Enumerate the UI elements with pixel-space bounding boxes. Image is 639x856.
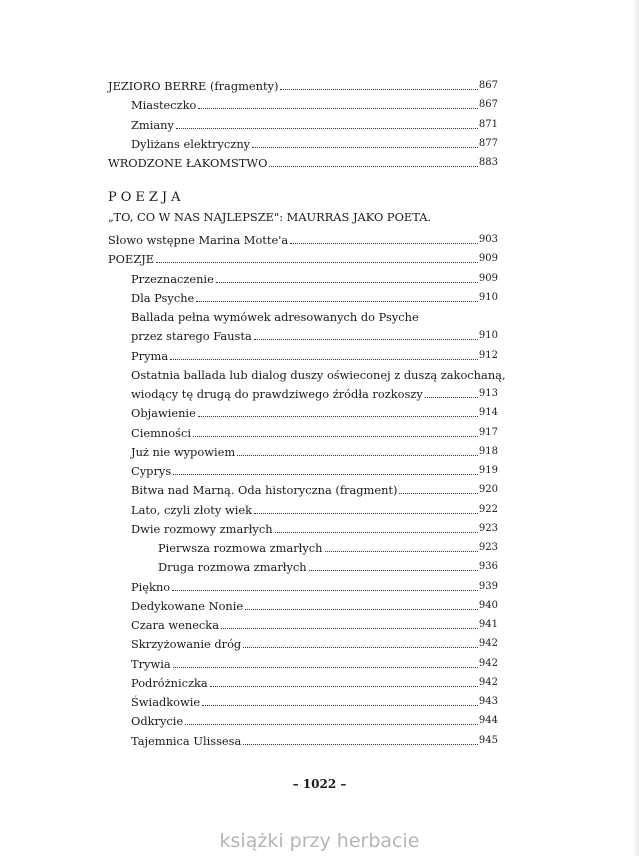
toc-entry-title: Odkrycie: [131, 714, 184, 729]
section-subtitle: „TO, CO W NAS NAJLEPSZE": MAURRAS JAKO POETA.: [108, 210, 432, 224]
toc-entry-title: WRODZONE ŁAKOMSTWO: [108, 156, 268, 171]
toc-entry-title: Trywia: [131, 656, 171, 671]
toc-entry-page: 883: [478, 157, 498, 169]
toc-entry: [131, 267, 498, 286]
dot-leader: [243, 647, 478, 648]
toc-entry-page: 903: [478, 234, 498, 245]
dot-leader: [325, 551, 478, 552]
toc-entry-page: 942: [478, 676, 498, 688]
toc-entry-page: 871: [478, 118, 498, 130]
toc-entry-title: Pryma: [131, 348, 169, 363]
dot-leader: [221, 628, 478, 629]
toc-entry: [131, 401, 498, 420]
dot-leader: [172, 590, 478, 591]
toc-entry-page: 940: [478, 599, 498, 611]
dot-leader: [193, 436, 478, 437]
toc-entry: [131, 421, 498, 440]
toc-entry-title: Podróżniczka: [131, 675, 208, 690]
toc-entry-page: 867: [478, 99, 498, 111]
toc-entry-page: 912: [478, 349, 498, 361]
toc-entry: [131, 613, 498, 632]
toc-entry-title: Lato, czyli złoty wiek: [131, 502, 252, 517]
toc-entry-page: 910: [478, 291, 498, 303]
toc-entry-title: Zmiany: [131, 117, 174, 132]
dot-leader: [245, 609, 478, 610]
toc-entry: [131, 113, 498, 132]
toc-entry: [131, 517, 498, 536]
toc-entry-page: 909: [478, 253, 498, 265]
toc-entry-page: 942: [478, 638, 498, 650]
dot-leader: [275, 532, 478, 533]
dot-leader: [243, 744, 478, 745]
toc-entry: [131, 324, 498, 343]
toc-entry: [131, 478, 498, 497]
toc-entry-page: 877: [478, 137, 498, 149]
toc-entry-page: 867: [478, 80, 498, 91]
toc-entry-page: 942: [478, 657, 498, 669]
dot-leader: [216, 282, 478, 283]
toc-entry-page: 939: [478, 580, 498, 592]
toc-entry-page: 941: [478, 619, 498, 630]
toc-entry-title: Dyliżans elektryczny: [131, 136, 251, 151]
toc-entry-title: Miasteczko: [131, 98, 197, 113]
toc-entry-title: Bitwa nad Marną. Oda historyczna (fragment): [131, 483, 398, 498]
dot-leader: [254, 339, 478, 340]
toc-entry-title: Dedykowane Nonie: [131, 598, 244, 613]
toc-entry: [131, 671, 498, 690]
dot-leader: [173, 667, 478, 668]
dot-leader: [269, 166, 477, 167]
toc-entry: [108, 247, 498, 266]
toc-entry: [158, 555, 498, 574]
dot-leader: [198, 416, 478, 417]
toc-entry-page: 943: [478, 696, 498, 707]
toc-entry: [131, 575, 498, 594]
toc-entry-title: Ciemności: [131, 425, 191, 440]
dot-leader: [176, 128, 478, 129]
dot-leader: [156, 262, 478, 263]
toc-entry-title: Słowo wstępne Marina Motte'a: [108, 233, 289, 247]
dot-leader: [399, 493, 477, 494]
toc-entry: [108, 151, 498, 170]
toc-entry-page: 909: [478, 272, 498, 284]
dot-leader: [173, 474, 478, 475]
toc-entry-title: Przeznaczenie: [131, 271, 214, 286]
dot-leader: [290, 243, 478, 244]
dot-leader: [252, 147, 478, 148]
toc-entry: [131, 286, 498, 305]
page-edge-shadow: [633, 0, 639, 856]
toc-entry-title: JEZIORO BERRE (fragmenty): [108, 79, 279, 93]
dot-leader: [280, 89, 477, 90]
toc-entry: [131, 652, 498, 671]
toc-entry: [131, 632, 498, 651]
toc-entry-title: Druga rozmowa zmarłych: [158, 560, 307, 575]
toc-entry: [131, 459, 498, 478]
dot-leader: [170, 359, 478, 360]
toc-entry-title: Dwie rozmowy zmarłych: [131, 521, 273, 536]
toc-entry: [131, 93, 498, 112]
toc-entry-page: 910: [478, 330, 498, 342]
toc-entry-page: 923: [478, 542, 498, 553]
toc-entry-title: Dla Psyche: [131, 290, 195, 305]
dot-leader: [202, 705, 478, 706]
toc-entry-title: Już nie wypowiem: [131, 444, 236, 459]
section-heading: POEZJA: [108, 190, 185, 205]
dot-leader: [210, 686, 478, 687]
toc-entry: [131, 132, 498, 151]
toc-entry-page: 923: [478, 522, 498, 534]
dot-leader: [196, 301, 478, 302]
toc-entry: [131, 690, 498, 709]
toc-entry-page: 918: [478, 445, 498, 457]
toc-entry-page: 920: [478, 484, 498, 496]
toc-entry-page: 922: [478, 503, 498, 515]
toc-entry: [108, 74, 498, 93]
toc-entry-title: Tajemnica Ulissesa: [131, 733, 242, 748]
dot-leader: [309, 570, 478, 571]
dot-leader: [254, 513, 478, 514]
toc-entry: [131, 709, 498, 728]
toc-entry: [131, 729, 498, 748]
toc-entry: [131, 344, 498, 363]
toc-entry: [131, 498, 498, 517]
toc-entry-page: 944: [478, 715, 498, 727]
toc-entry-title: Świadkowie: [131, 695, 201, 709]
toc-entry-title: POEZJE: [108, 252, 155, 267]
toc-entry: [131, 382, 498, 401]
toc-entry: [131, 440, 498, 459]
toc-entry-page: 919: [478, 465, 498, 476]
dot-leader: [425, 397, 478, 398]
dot-leader: [198, 108, 478, 109]
toc-entry-page: 917: [478, 426, 498, 438]
dot-leader: [237, 455, 478, 456]
dot-leader: [185, 724, 478, 725]
toc-entry-title: Piękno: [131, 579, 171, 594]
toc-entry: [131, 594, 498, 613]
toc-entry-title: Objawienie: [131, 406, 196, 421]
toc-entry-title: Cyprys: [131, 464, 172, 478]
toc-entry-page: 945: [478, 734, 498, 746]
toc-entry-title: wiodący tę drugą do prawdziwego źródła rozkoszy: [131, 387, 423, 401]
toc-entry-line: Ballada pełna wymówek adresowanych do Psyche: [131, 310, 419, 324]
toc-entry-title: Skrzyżowanie dróg: [131, 637, 242, 652]
toc-entry: [158, 536, 498, 555]
toc-entry-page: 914: [478, 407, 498, 419]
page-number: – 1022 –: [292, 777, 347, 791]
toc-entry-title: Pierwsza rozmowa zmarłych: [158, 541, 323, 555]
watermark: książki przy herbacie: [219, 830, 420, 852]
toc-entry-title: Czara wenecka: [131, 618, 220, 632]
toc-entry-page: 913: [478, 388, 498, 399]
toc-entry-page: 936: [478, 561, 498, 573]
toc-entry-line: Ostatnia ballada lub dialog duszy oświeconej z duszą zakochaną,: [131, 367, 506, 382]
toc-entry: [108, 228, 498, 247]
toc-entry-title: przez starego Fausta: [131, 329, 252, 344]
